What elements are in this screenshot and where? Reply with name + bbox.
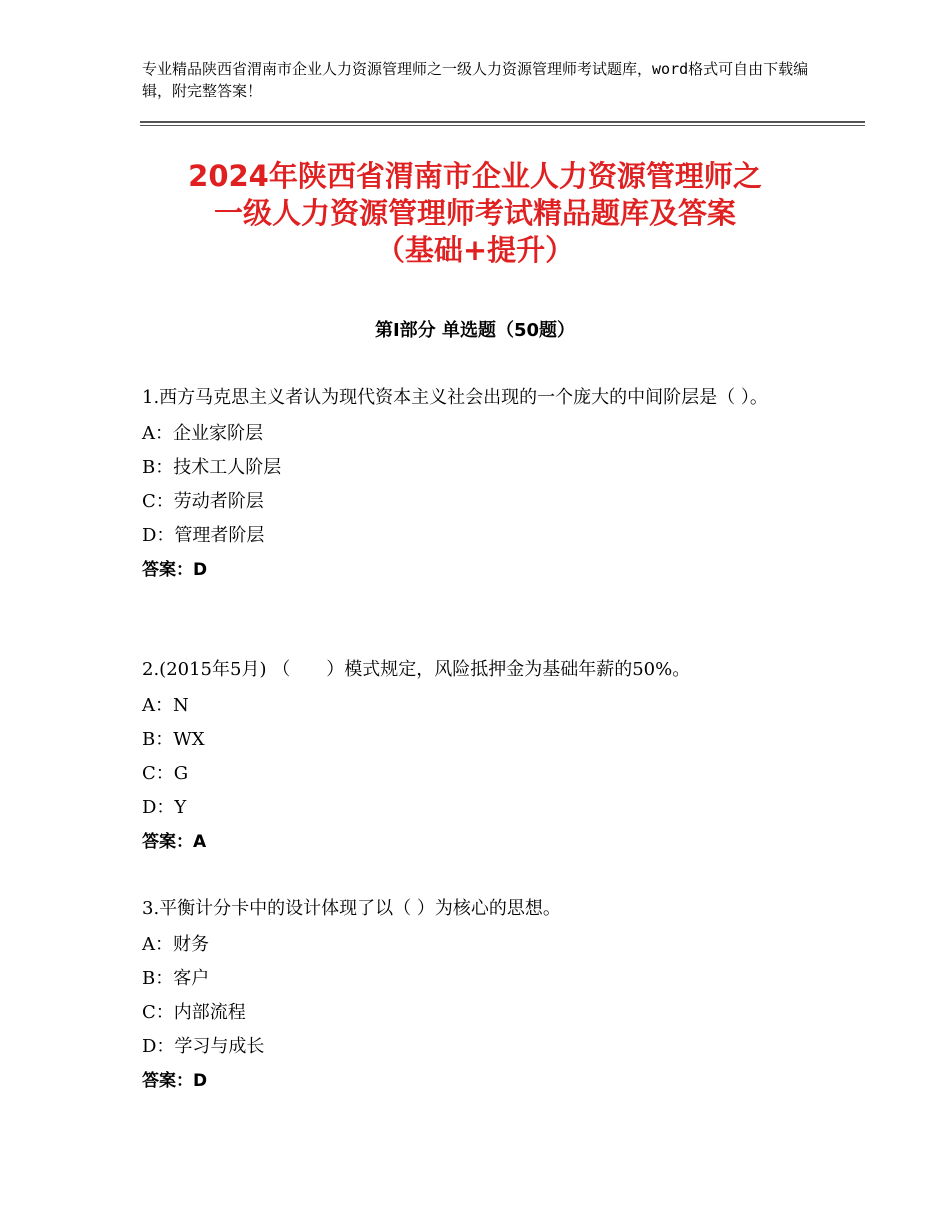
option-a: A：N xyxy=(142,695,189,716)
option-a: A：企业家阶层 xyxy=(142,423,263,444)
answer: 答案：D xyxy=(142,1071,208,1091)
option-c: C：G xyxy=(142,763,189,784)
option-b: B：WX xyxy=(142,729,205,750)
option-a: A：财务 xyxy=(142,934,209,955)
title-line-2: 一级人力资源管理师考试精品题库及答案 xyxy=(213,196,736,230)
option-b: B：技术工人阶层 xyxy=(142,457,282,478)
option-c: C：内部流程 xyxy=(142,1002,246,1023)
answer: 答案：D xyxy=(142,560,208,580)
option-d: D：Y xyxy=(142,797,187,818)
document-title xyxy=(100,158,850,269)
question-text: 1.西方马克思主义者认为现代资本主义社会出现的一个庞大的中间阶层是（ ）。 xyxy=(142,387,768,408)
option-b: B：客户 xyxy=(142,968,210,989)
option-c: C：劳动者阶层 xyxy=(142,491,264,512)
question-text: 3.平衡计分卡中的设计体现了以（ ）为核心的思想。 xyxy=(142,898,561,919)
header-note: 专业精品陕西省渭南市企业人力资源管理师之一级人力资源管理师考试题库，word格式可自由下载编辑，附完整答案！ xyxy=(142,60,809,100)
question-3 xyxy=(142,895,822,1098)
answer: 答案：A xyxy=(142,832,207,852)
header-divider-thin xyxy=(140,125,865,126)
option-d: D：学习与成长 xyxy=(142,1036,265,1057)
question-1 xyxy=(142,384,822,587)
option-d: D：管理者阶层 xyxy=(142,525,265,546)
question-2 xyxy=(142,656,822,859)
question-text: 2.(2015年5月) （ ）模式规定，风险抵押金为基础年薪的50%。 xyxy=(142,659,691,680)
header-divider xyxy=(140,121,865,123)
title-line-1: 2024年陕西省渭南市企业人力资源管理师之 xyxy=(188,159,762,193)
title-line-3: （基础+提升） xyxy=(375,233,575,267)
section-title: 第Ⅰ部分 单选题（50题） xyxy=(374,320,575,341)
